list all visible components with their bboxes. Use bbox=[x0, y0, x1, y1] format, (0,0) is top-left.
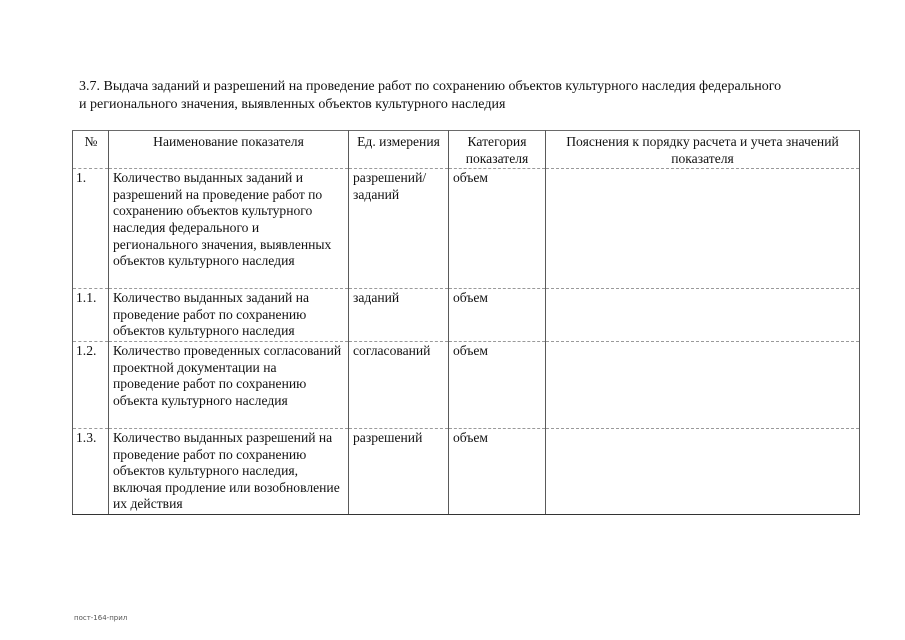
row-notes bbox=[546, 289, 860, 342]
header-notes: Пояснения к порядку расчета и учета значений показателя bbox=[546, 131, 860, 169]
row-num: 1. bbox=[73, 169, 109, 289]
row-unit: согласований bbox=[349, 341, 449, 428]
row-num: 1.1. bbox=[73, 289, 109, 342]
row-name: Количество выданных заданий и разрешений на проведение работ по сохранению объектов культурного наследия федерального и регионального значения, выявленных объектов культурного наследия bbox=[109, 169, 349, 289]
row-notes bbox=[546, 169, 860, 289]
row-unit: разрешений/ заданий bbox=[349, 169, 449, 289]
section-heading-line-1: 3.7. Выдача заданий и разрешений на проведение работ по сохранению объектов культурного наследия федерального bbox=[79, 79, 782, 94]
table-header-row bbox=[73, 131, 860, 169]
header-name: Наименование показателя bbox=[109, 131, 349, 169]
section-heading-line-2: и регионального значения, выявленных объектов культурного наследия bbox=[79, 97, 506, 112]
row-category: объем bbox=[449, 289, 546, 342]
section-heading bbox=[79, 78, 869, 114]
row-name: Количество выданных заданий на проведение работ по сохранению объектов культурного наследия bbox=[109, 289, 349, 342]
table-row bbox=[73, 428, 860, 514]
row-num: 1.3. bbox=[73, 428, 109, 514]
row-name: Количество проведенных согласований проектной документации на проведение работ по сохранению объекта культурного наследия bbox=[109, 341, 349, 428]
row-category: объем bbox=[449, 341, 546, 428]
row-category: объем bbox=[449, 428, 546, 514]
header-num: № bbox=[73, 131, 109, 169]
row-unit: заданий bbox=[349, 289, 449, 342]
row-notes bbox=[546, 341, 860, 428]
table-row bbox=[73, 341, 860, 428]
row-notes bbox=[546, 428, 860, 514]
indicators-table bbox=[72, 130, 860, 515]
row-unit: разрешений bbox=[349, 428, 449, 514]
row-name: Количество выданных разрешений на проведение работ по сохранению объектов культурного наследия, включая продление или возобновление их действия bbox=[109, 428, 349, 514]
row-category: объем bbox=[449, 169, 546, 289]
header-category: Категория показателя bbox=[449, 131, 546, 169]
footer-file-ref: пост-164-прил bbox=[74, 614, 128, 622]
table-row bbox=[73, 289, 860, 342]
table-row bbox=[73, 169, 860, 289]
header-unit: Ед. измерения bbox=[349, 131, 449, 169]
row-num: 1.2. bbox=[73, 341, 109, 428]
